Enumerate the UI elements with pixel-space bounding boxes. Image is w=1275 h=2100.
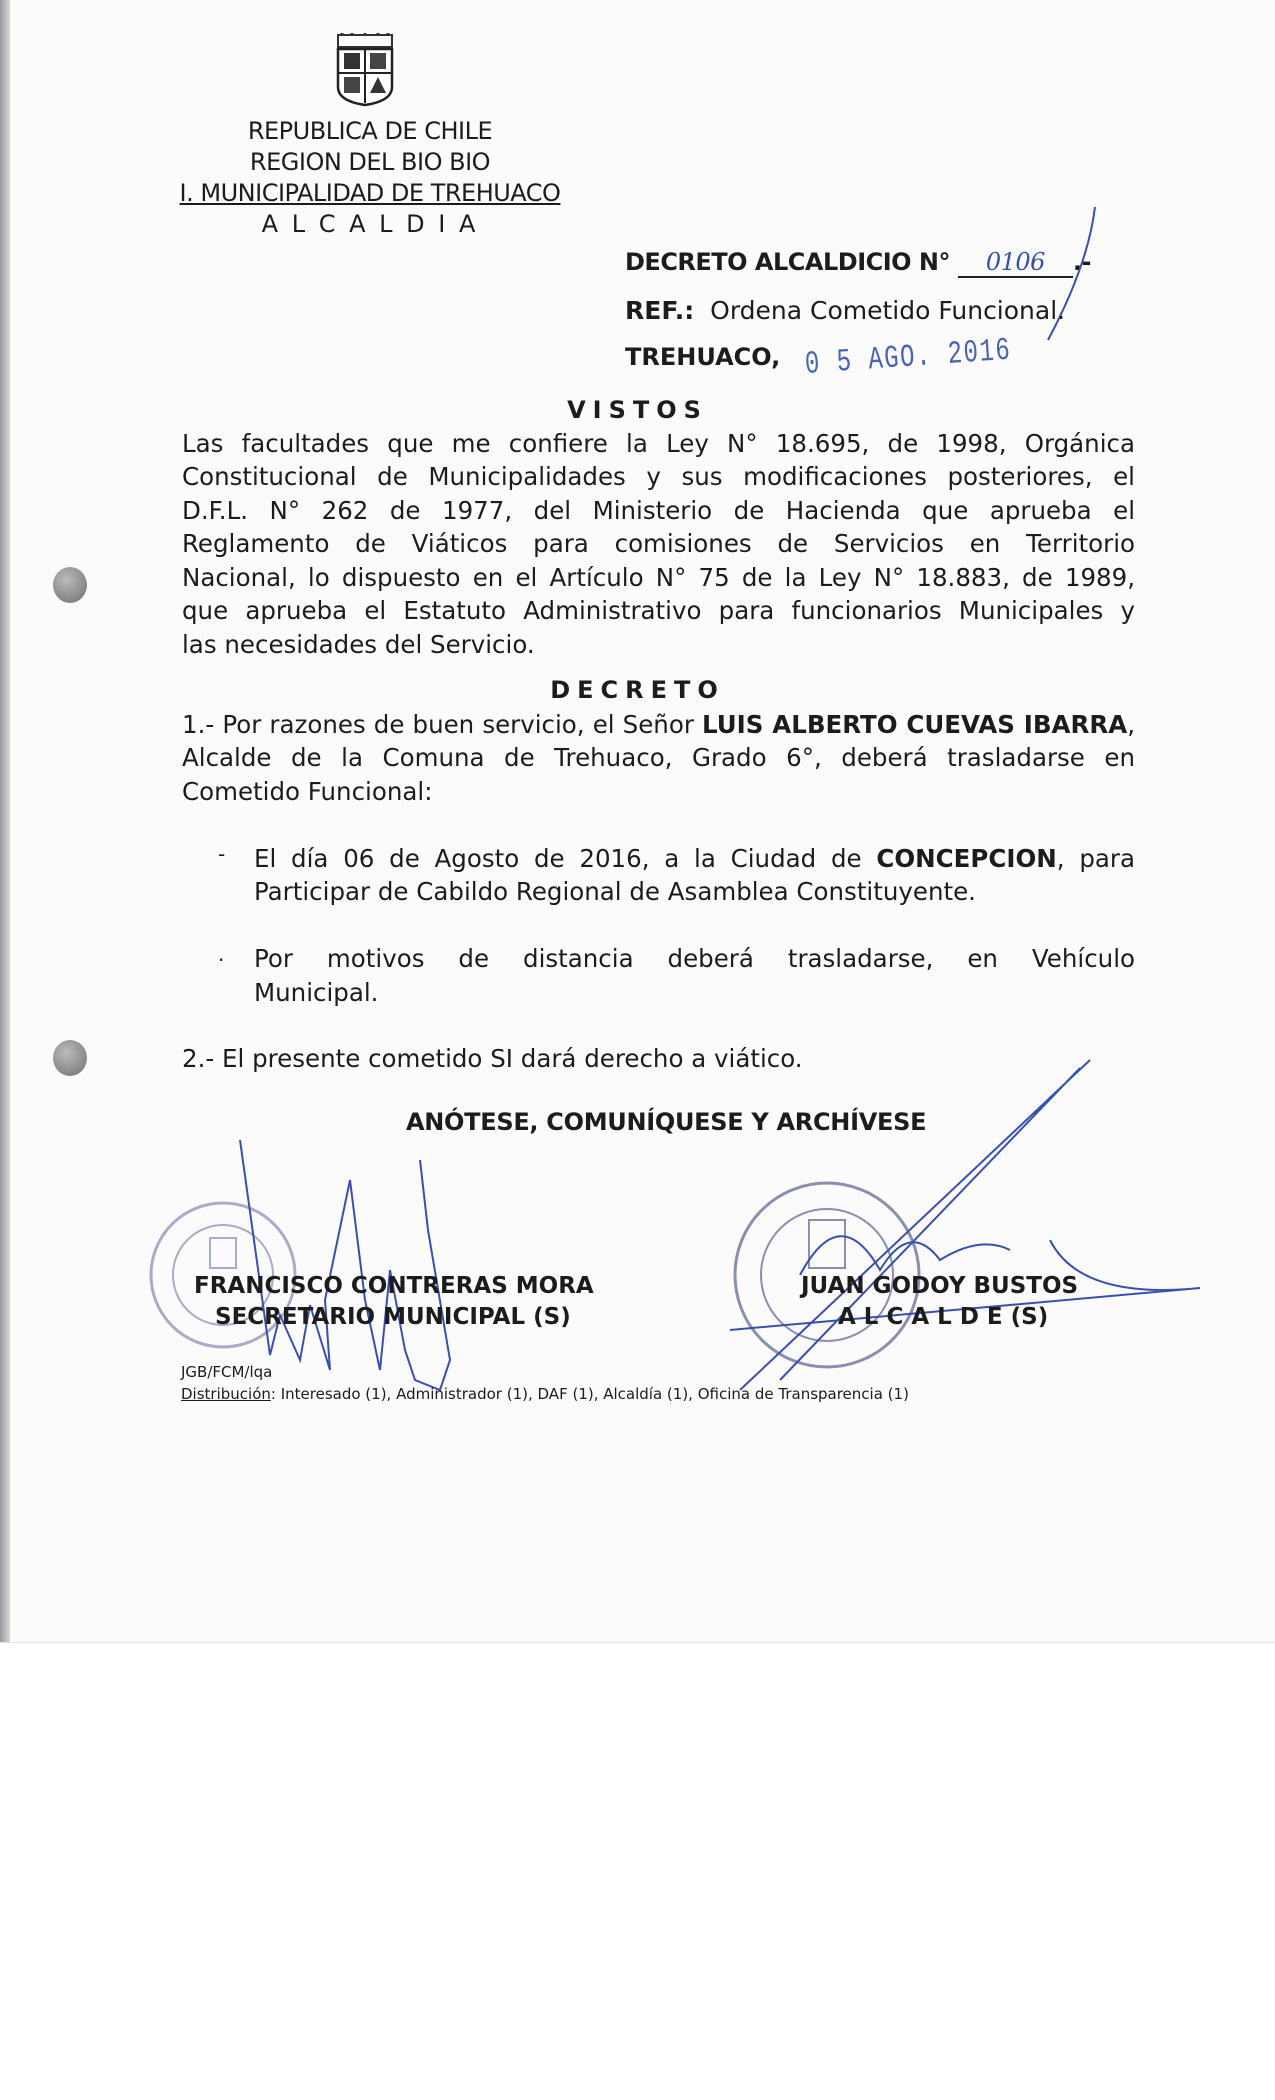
scan-edge xyxy=(0,0,10,1642)
destination-city: CONCEPCION xyxy=(876,844,1057,873)
secretary-title: SECRETARIO MUNICIPAL (S) xyxy=(215,1304,571,1330)
bullet1-text: El día 06 de Agosto de 2016, a la Ciudad de xyxy=(254,844,877,873)
vistos-line: Reglamento de Viáticos para comisiones de Servicios en Territorio xyxy=(182,529,1135,558)
bullet2-line: Por motivos de distancia deberá trasladarse, en Vehículo xyxy=(254,944,1135,973)
distribution-text: : Interesado (1), Administrador (1), DAF (1), Alcaldía (1), Oficina de Transparencia (1) xyxy=(270,1385,909,1403)
vistos-line: Constitucional de Municipalidades y sus modificaciones posteriores, el xyxy=(182,462,1135,491)
distribution xyxy=(181,1385,909,1403)
vistos-line: D.F.L. N° 262 de 1977, del Ministerio de Hacienda que aprueba el xyxy=(182,496,1135,525)
item2-line: 2.- El presente cometido SI dará derecho a viático. xyxy=(182,1044,803,1073)
bullet1-text: , para xyxy=(1056,844,1135,873)
decreto-heading: DECRETO xyxy=(550,676,725,704)
ref-text: Ordena Cometido Funcional. xyxy=(710,296,1066,325)
header-country: REPUBLICA DE CHILE xyxy=(247,117,493,145)
item1-text: 1.- Por razones de buen servicio, el Señor xyxy=(182,710,703,739)
item1-text: , xyxy=(1127,710,1135,739)
vistos-line: Las facultades que me confiere la Ley N° 18.695, de 1998, Orgánica xyxy=(182,429,1135,458)
decree-title xyxy=(625,248,1091,278)
bullet-dash: . xyxy=(218,942,225,966)
closing-formula: ANÓTESE, COMUNÍQUESE Y ARCHÍVESE xyxy=(406,1108,927,1136)
item1-line: Cometido Funcional: xyxy=(182,777,433,806)
reference xyxy=(625,296,1065,325)
punch-hole xyxy=(53,1040,87,1076)
item1-line: Alcalde de la Comuna de Trehuaco, Grado 6°, deberá trasladarse en xyxy=(182,743,1135,772)
vistos-line: las necesidades del Servicio. xyxy=(182,630,535,659)
item1-line xyxy=(182,708,1135,741)
decree-label: DECRETO ALCALDICIO N° xyxy=(625,248,951,276)
vistos-heading: VISTOS xyxy=(567,396,708,424)
decree-suffix: .- xyxy=(1072,248,1091,276)
vistos-line: Nacional, lo dispuesto en el Artículo N° 75 de la Ley N° 18.883, de 1989, xyxy=(182,563,1135,592)
place: TREHUACO, xyxy=(625,343,781,371)
mayor-title: A L C A L D E (S) xyxy=(838,1304,1049,1330)
date-stamp: 0 5 AGO. 2016 xyxy=(803,331,1013,383)
punch-hole xyxy=(53,567,87,603)
initials: JGB/FCM/lqa xyxy=(181,1363,273,1381)
mayor-name: JUAN GODOY BUSTOS xyxy=(801,1273,1079,1299)
header-region: REGION DEL BIO BIO xyxy=(249,148,491,176)
ref-label: REF.: xyxy=(625,296,695,325)
coat-of-arms-logo xyxy=(332,33,398,105)
vistos-line: que aprueba el Estatuto Administrativo para funcionarios Municipales y xyxy=(182,596,1135,625)
bullet1-line: Participar de Cabildo Regional de Asamblea Constituyente. xyxy=(254,877,976,906)
bullet2-line: Municipal. xyxy=(254,978,379,1007)
header-municipality: I. MUNICIPALIDAD DE TREHUACO xyxy=(179,179,561,207)
secretary-signature xyxy=(230,1120,490,1390)
bullet1-line xyxy=(254,842,1135,875)
header-office: A L C A L D I A xyxy=(261,210,479,238)
secretary-name: FRANCISCO CONTRERAS MORA xyxy=(194,1273,594,1299)
official-name: LUIS ALBERTO CUEVAS IBARRA xyxy=(702,710,1128,739)
bullet-dash: - xyxy=(218,842,226,866)
distribution-label: Distribución xyxy=(181,1385,271,1403)
decree-number: 0106 xyxy=(958,248,1073,278)
mayor-signature xyxy=(680,1060,1200,1390)
